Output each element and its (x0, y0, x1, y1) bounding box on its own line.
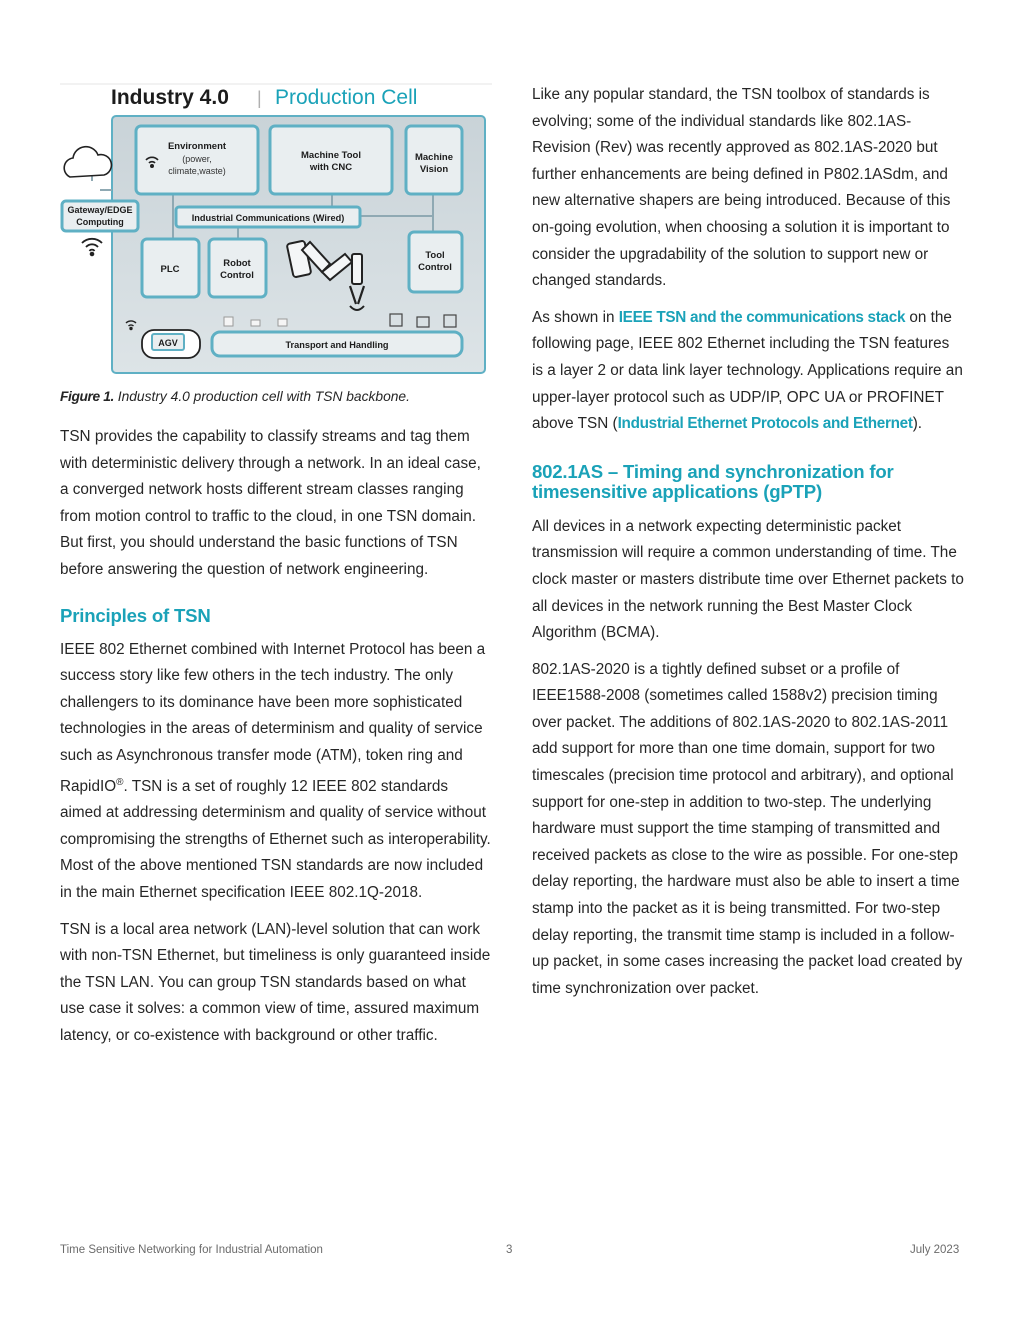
right-paragraph-4: 802.1AS-2020 is a tightly defined subset or a profile of IEEE1588-2008 (sometimes called 1588v2) precision timing over packet. The additions of 802.1AS-2020 to 802.1AS-2011 add support for more than one time domain, support for two timescales (precision time protocol and arbitrary), and optional support for one-step in addition to two-step. The underlying hardware must support the time stamping of transmitted and received packets as close to the wire as possible. For one-step delay reporting, the hardware must also be able to insert a time stamp into the packet as it is being transmitted. For two-step delay reporting, the transmit time stamp is included in a follow-up packet, in some cases increasing the packet load created by time synchronization over packet. (532, 660, 963, 997)
machine-tool-label2: with CNC (309, 162, 353, 173)
agv-label: AGV (158, 338, 178, 348)
footer-date: July 2023 (910, 1244, 960, 1256)
tool-control-label1: Tool (425, 250, 445, 261)
left-paragraph-3: TSN is a local area network (LAN)-level solution that can work with non-TSN Ethernet, but timeliness is only guaranteed inside the TSN LAN. You can group TSN standards based on what use case it solves: a common view of time, assured maximum latency, or co-existence with background or other traffic. (60, 920, 491, 1044)
right-column (532, 82, 964, 1012)
figure-title-separator: | (257, 88, 262, 108)
heading-timing-sync: 802.1AS – Timing and synchronization for timesensitive applications (gPTP) (532, 460, 894, 502)
caption-text: Industry 4.0 production cell with TSN backbone. (113, 389, 410, 404)
machine-vision-label1: Machine (414, 152, 454, 163)
caption-label: Figure 1. (60, 389, 114, 404)
transport-label: Transport and Handling (285, 340, 389, 350)
registered-mark: ® (116, 776, 124, 788)
right-paragraph-3: All devices in a network expecting deterministic packet transmission will require a common understanding of time. The clock master or masters distribute time over Ethernet packets to all devices in the network running the Best Master Clock Algorithm (BCMA). (532, 517, 964, 642)
link-tsn-communications-stack[interactable]: IEEE TSN and the communications stack (618, 308, 906, 326)
footer-page-number: 3 (506, 1244, 513, 1256)
left-column (60, 82, 492, 1060)
robot-control-label2: Control (220, 270, 254, 281)
environment-sub2: climate,waste) (168, 166, 226, 176)
cloud-icon (64, 147, 111, 177)
gateway-label2: Computing (76, 217, 124, 227)
right-paragraph-2 (532, 305, 964, 438)
figure-title-accent: Production Cell (275, 86, 418, 109)
plc-label: PLC (160, 264, 180, 275)
environment-label: Environment (167, 141, 227, 152)
industrial-comm-label: Industrial Communications (Wired) (191, 213, 345, 223)
right-paragraph-2-pre: As shown in (532, 308, 619, 326)
footer-title: Time Sensitive Networking for Industrial Automation (60, 1244, 323, 1256)
left-paragraph-1: TSN provides the capability to classify streams and tag them with deterministic delivery through a network. In an ideal case, a converged network hosts different stream classes ranging from motion control to traffic to the cloud, in one TSN domain. But first, you should understand the basic functions of TSN before answering the question of network engineering. (60, 428, 481, 578)
figure-title-bold: Industry 4.0 (111, 86, 229, 109)
robot-control-label1: Robot (223, 258, 251, 269)
left-paragraph-2 (60, 637, 492, 907)
machine-vision-label2: Vision (419, 164, 449, 175)
left-paragraph-2b: . TSN is a set of roughly 12 IEEE 802 standards aimed at addressing determinism and quality of service without compromising the strengths of Ethernet such as interoperability. Most of the above mentioned TSN standards are now included in the main Ethernet specification IEEE 802.1Q-2018. (60, 777, 491, 901)
right-paragraph-2-post: ). (912, 415, 923, 433)
right-paragraph-1: Like any popular standard, the TSN toolbox of standards is evolving; some of the individual standards like 802.1AS-Revision (Rev) was recently approved as 802.1AS-2020 but further enhancements are being defined in P802.1ASdm, and new alternative shapers are being introduced. Because of this on-going evolution, when choosing a solution it is important to consider the upgradability of the solution to support new or changed standards. (532, 86, 951, 290)
tool-control-label2: Control (418, 262, 452, 273)
heading-principles: Principles of TSN (60, 604, 211, 626)
left-paragraph-2a: IEEE 802 Ethernet combined with Internet Protocol has been a success story like few others in the tech industry. The only challengers to its dominance have been more sophisticated technologies in the areas of determinism and quality of service such as Asynchronous transfer mode (ATM), token ring and RapidIO (60, 640, 486, 795)
wifi-icon (82, 239, 102, 256)
environment-sub1: (power, (182, 154, 212, 164)
gateway-label1: Gateway/EDGE (67, 205, 133, 215)
machine-tool-label1: Machine Tool (301, 150, 361, 161)
right-paragraph-2-mid: on the following page, IEEE 802 Ethernet including the TSN features is a layer 2 or data link layer technology. Applications require an upper-layer protocol such as UDP/IP, OPC UA or PROFINET above TSN ( (532, 308, 963, 433)
production-cell-diagram (60, 82, 492, 374)
link-industrial-ethernet-protocols[interactable]: Industrial Ethernet Protocols and Ethernet (617, 415, 913, 433)
figure-production-cell (60, 82, 492, 374)
figure-caption (60, 387, 492, 407)
